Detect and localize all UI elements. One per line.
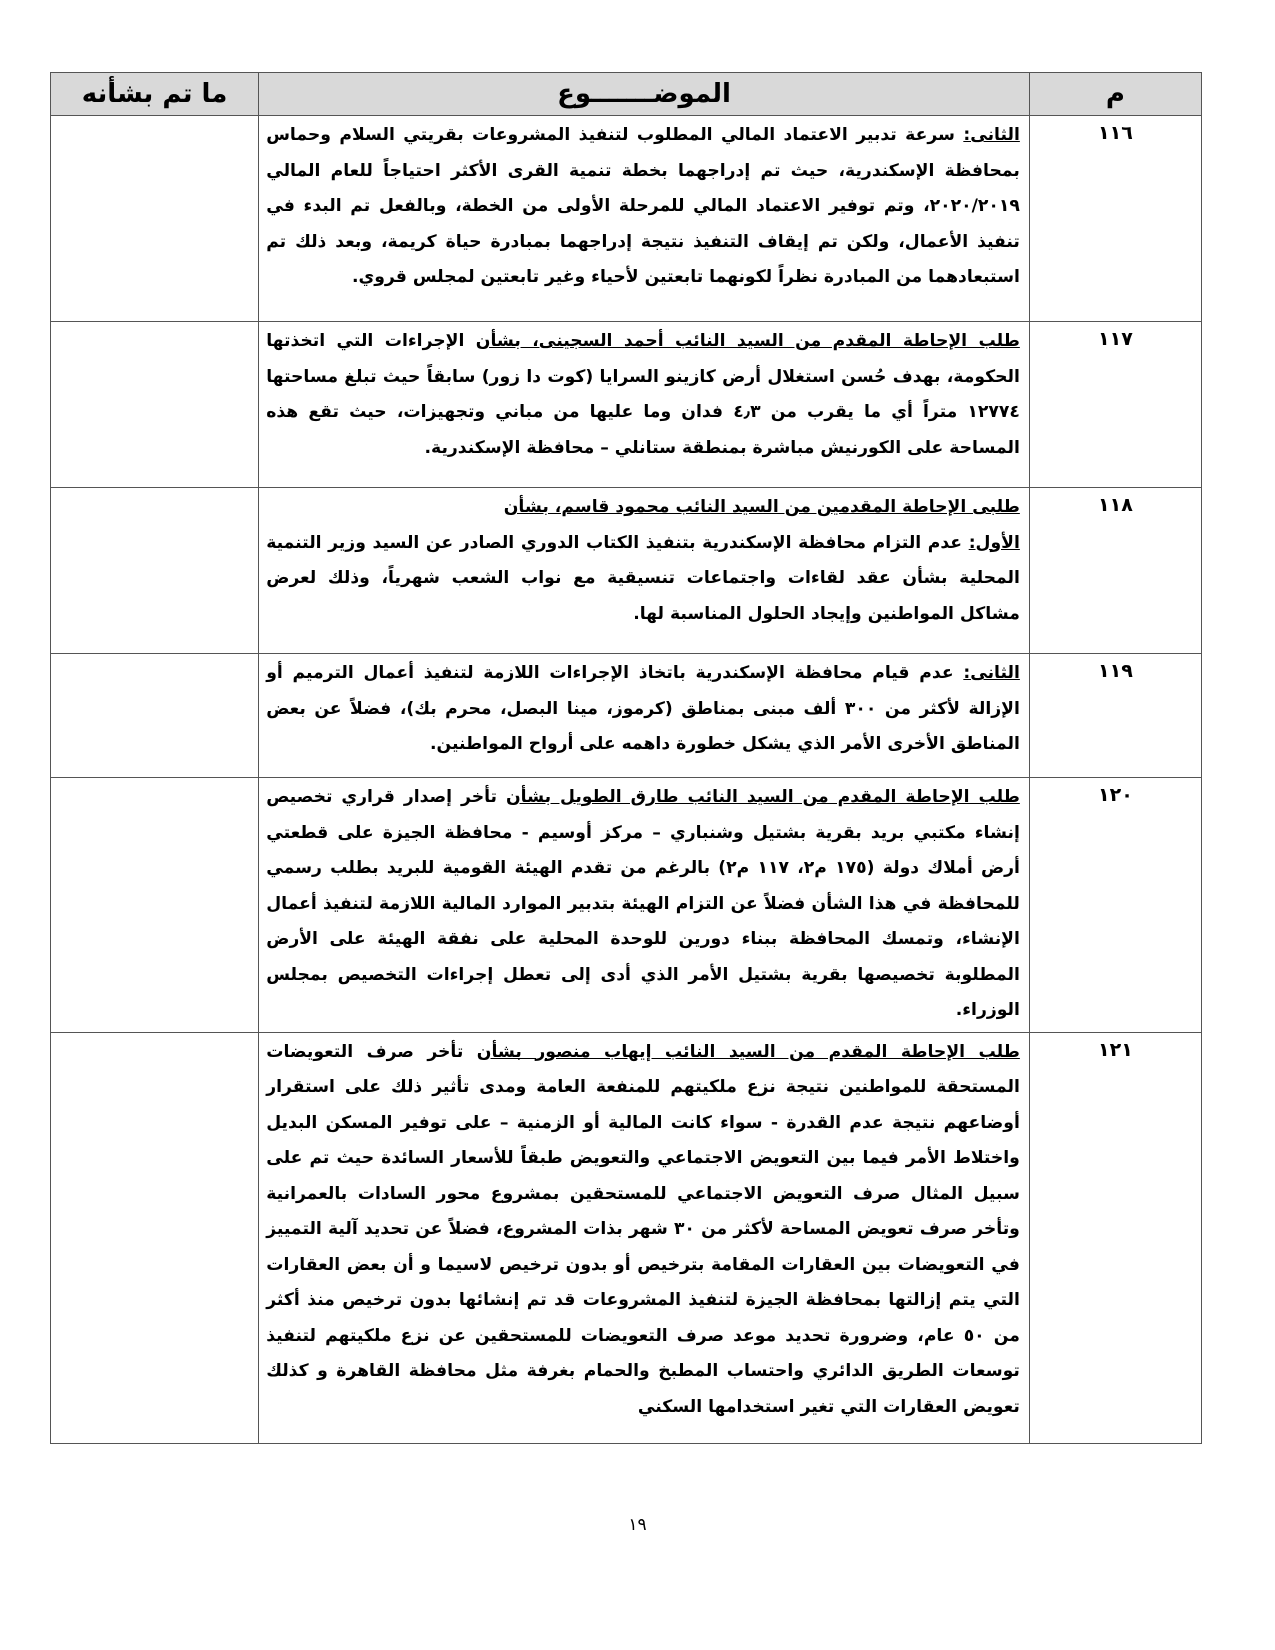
item-text: عدم قيام محافظة الإسكندرية باتخاذ الإجراءات اللازمة لتنفيذ أعمال الترميم أو الإزالة لأكثر من ٣٠٠ ألف مبنى بمناطق (كرموز، مينا البصل، محرم بك)، فضلاً عن بعض المناطق الأخرى الأمر الذي يشكل خطورة داهمه على أرواح المواطنين. (266, 663, 1020, 754)
header-number: م (1029, 73, 1201, 116)
item-subject (259, 116, 1030, 322)
item-action (51, 488, 259, 654)
table-row (51, 322, 1202, 488)
item-label: طلب الإحاطة المقدم من السيد النائب طارق الطويل بشأن (505, 787, 1020, 807)
header-action-taken: ما تم بشأنه (51, 73, 259, 116)
table-row (51, 488, 1202, 654)
item-action (51, 654, 259, 778)
item-subject (259, 322, 1030, 488)
header-subject: الموضـــــــوع (259, 73, 1030, 116)
table-row (51, 1032, 1202, 1443)
item-subject (259, 778, 1030, 1033)
item-label: الثانى: (963, 125, 1020, 145)
item-text: الإجراءات التي اتخذتها الحكومة، بهدف حُسن استغلال أرض كازينو السرايا (كوت دا زور) سابقاً حيث تبلغ مساحتها ١٢٧٧٤ متراً أي ما يقرب من ٤٫٣ فدان وما عليها من مباني وتجهيزات، حيث تقع هذه المساحة على الكورنيش مباشرة بمنطقة ستانلي – محافظة الإسكندرية. (266, 331, 1020, 458)
table-row (51, 654, 1202, 778)
agenda-table (50, 72, 1202, 1444)
item-text: عدم التزام محافظة الإسكندرية بتنفيذ الكتاب الدوري الصادر عن السيد وزير التنمية المحلية بشأن عقد لقاءات واجتماعات تنسيقية مع نواب الشعب شهرياً، وذلك لعرض مشاكل المواطنين وإيجاد الحلول المناسبة لها. (266, 532, 1020, 624)
table-row (51, 116, 1202, 322)
item-action (51, 322, 259, 488)
item-number: ١٢٠ (1029, 778, 1201, 1033)
item-label: طلب الإحاطة المقدم من السيد النائب أحمد السجينى، بشأن (475, 331, 1020, 351)
item-text: تأخر إصدار قراري تخصيص إنشاء مكتبي بريد بقرية بشتيل وشنباري – مركز أوسيم - محافظة الجيزة على قطعتي أرض أملاك دولة (١٧٥ م٢، ١١٧ م٢) بالرغم من تقدم الهيئة القومية للبريد بطلب رسمي للمحافظة في هذا الشأن فضلاً عن التزام الهيئة بتدبير الموارد المالية اللازمة لتنفيذ أعمال الإنشاء، وتمسك المحافظة ببناء دورين للوحدة المحلية على نفقة الهيئة على الأرض المطلوبة تخصيصها بقرية بشتيل الأمر الذي أدى إلى تعطل إجراءات التخصيص بمجلس الوزراء. (266, 787, 1020, 1020)
item-subject (259, 1032, 1030, 1443)
page-number: ١٩ (628, 1515, 647, 1535)
item-action (51, 116, 259, 322)
item-action (51, 778, 259, 1033)
item-label: الأول: (968, 532, 1020, 553)
item-text: سرعة تدبير الاعتماد المالي المطلوب لتنفيذ المشروعات بقريتي السلام وحماس بمحافظة الإسكندرية، حيث تم إدراجهما بخطة تنمية القرى الأكثر احتياجاً للعام المالي ٢٠٢٠/٢٠١٩، وتم توفير الاعتماد المالي للمرحلة الأولى من الخطة، وبالفعل تم البدء في تنفيذ الأعمال، ولكن تم إيقاف التنفيذ نتيجة إدراجهما بمبادرة حياة كريمة، وبعد ذلك تم استبعادهما من المبادرة نظراً لكونهما تابعتين لأحياء وغير تابعتين لمجلس قروي. (266, 125, 1020, 287)
item-label: طلب الإحاطة المقدم من السيد النائب إيهاب منصور بشأن (476, 1041, 1020, 1062)
item-subject (259, 654, 1030, 778)
item-number: ١٢١ (1029, 1032, 1201, 1443)
item-number: ١١٦ (1029, 116, 1201, 322)
item-text: تأخر صرف التعويضات المستحقة للمواطنين نتيجة نزع ملكيتهم للمنفعة العامة ومدى تأثير ذلك على استقرار أوضاعهم نتيجة عدم القدرة - سواء كانت المالية أو الزمنية – على توفير المسكن البديل واختلاط الأمر فيما بين التعويض الاجتماعي والتعويض طبقاً للأسعار السائدة حيث تم على سبيل المثال صرف التعويض الاجتماعي للمستحقين بمشروع محور السادات بالعمرانية وتأخر صرف تعويض المساحة لأكثر من ٣٠ شهر بذات المشروع، فضلاً عن تحديد آلية التمييز في التعويضات بين العقارات المقامة بترخيص أو بدون ترخيص لاسيما و أن بعض العقارات التي يتم إزالتها بمحافظة الجيزة لتنفيذ المشروعات قد تم إنشائها بدون ترخيص منذ أكثر من ٥٠ عام، وضرورة تحديد موعد صرف التعويضات للمستحقين عن نزع ملكيتهم لتنفيذ توسعات الطريق الدائري واحتساب المطبخ والحمام بغرفة مثل محافظة القاهرة و كذلك تعويض العقارات التي تغير استخدامها السكني (266, 1041, 1020, 1417)
item-action (51, 1032, 259, 1443)
item-label: الثانى: (963, 663, 1020, 683)
table-row (51, 778, 1202, 1033)
item-subject (259, 488, 1030, 654)
item-number: ١١٨ (1029, 488, 1201, 654)
item-intro: طلبى الإحاطة المقدمين من السيد النائب محمود قاسم، بشأن (503, 497, 1020, 517)
item-number: ١١٩ (1029, 654, 1201, 778)
table-header-row (51, 73, 1202, 116)
item-number: ١١٧ (1029, 322, 1201, 488)
